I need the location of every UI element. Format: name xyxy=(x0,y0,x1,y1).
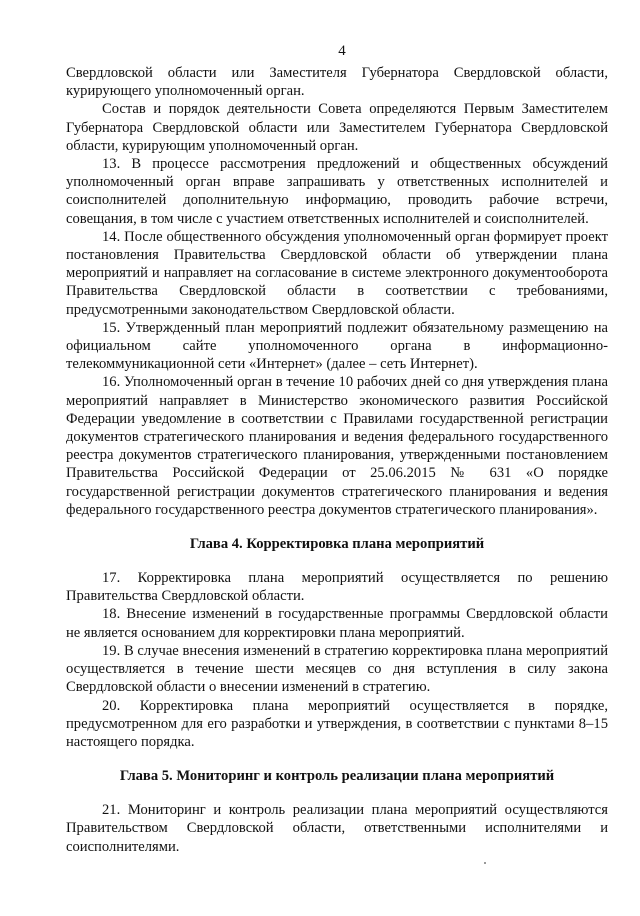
scan-speck xyxy=(484,862,486,864)
paragraph-item-13: 13. В процессе рассмотрения предложений и общественных обсуждений уполномоченный орган вправе запрашивать у ответственных исполнителей и соисполнителей дополнительную информацию, проводить рабочие встречи, совещания, в том числе с участием ответственных исполнителей и соисполнителей. xyxy=(66,156,608,227)
section-chapter-4 xyxy=(66,569,608,751)
paragraph-item-18: 18. Внесение изменений в государственные программы Свердловской области не является основанием для корректировки плана мероприятий. xyxy=(66,606,608,641)
paragraph-item-15: 15. Утвержденный план мероприятий подлежит обязательному размещению на официальном сайте уполномоченного органа в информационно-телекоммуникационной сети «Интернет» (далее – сеть Интернет). xyxy=(66,319,608,373)
paragraph: Свердловской области или Заместителя Губернатора Свердловской области, курирующего уполномоченный орган. xyxy=(66,65,608,100)
paragraph-item-17: 17. Корректировка плана мероприятий осуществляется по решению Правительства Свердловской области. xyxy=(66,570,608,605)
chapter-5-heading: Глава 5. Мониторинг и контроль реализации плана мероприятий xyxy=(119,768,555,785)
paragraph-item-16: 16. Уполномоченный орган в течение 10 рабочих дней со дня утверждения плана мероприятий направляет в Министерство экономического развития Российской Федерации уведомление в соответствии с Правилами государственной регистрации документов стратегического планирования и ведения федерального государственного реестра документов стратегического планирования, утвержденными постановлением Правительства Российской Федерации от 25.06.2015 № 631 «О порядке государственной регистрации документов стратегического планирования и ведения федерального государственного реестра документов стратегического планирования». xyxy=(66,374,608,518)
section-chapter-5 xyxy=(66,801,608,856)
section-top xyxy=(66,64,608,519)
paragraph-item-19: 19. В случае внесения изменений в стратегию корректировка плана мероприятий осуществляется в течение шести месяцев со дня вступления в силу закона Свердловской области о внесении изменений в стратегию. xyxy=(66,642,608,696)
paragraph-item-14: 14. После общественного обсуждения уполномоченный орган формирует проект постановления Правительства Свердловской области об утверждении плана мероприятий и направляет на согласование в системе электронного документооборота Правительства Свердловской области в соответствии с требованиями, предусмотренными законодательством Свердловской области. xyxy=(66,228,608,318)
paragraph: Состав и порядок деятельности Совета определяются Первым Заместителем Губернатора Свердловской области или Заместителем Губернатора Свердловской области, курирующим уполномоченный орган. xyxy=(66,101,608,154)
paragraph-item-21: 21. Мониторинг и контроль реализации плана мероприятий осуществляются Правительством Свердловской области, ответственными исполнителями и соисполнителями. xyxy=(66,802,608,855)
paragraph-item-20: 20. Корректировка плана мероприятий осуществляется в порядке, предусмотренном для его разработки и утверждения, в соответствии с пунктами 8–15 настоящего порядка. xyxy=(66,697,608,750)
page-number: 4 xyxy=(338,43,346,59)
chapter-4-heading: Глава 4. Корректировка плана мероприятий xyxy=(189,536,485,553)
